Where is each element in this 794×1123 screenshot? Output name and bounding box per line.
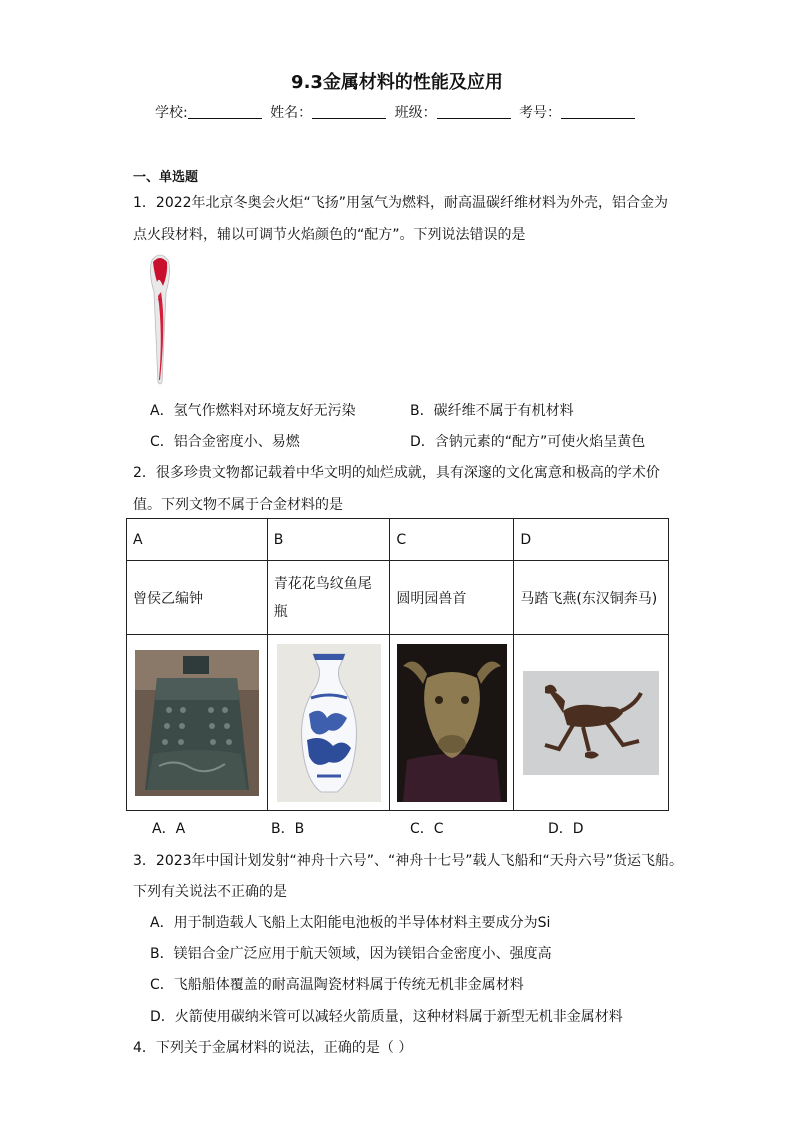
q1-line-2: 点火段材料，辅以可调节火焰颜色的“配方”。下列说法错误的是 [133, 227, 526, 243]
q3-option-a[interactable]: A．用于制造载人飞船上太阳能电池板的半导体材料主要成分为Si [150, 915, 551, 931]
table-letter-c: C [390, 519, 514, 561]
torch-image [146, 252, 174, 386]
q1-option-a[interactable]: A．氢气作燃料对环境友好无污染 [150, 403, 356, 419]
table-letter-d: D [514, 519, 669, 561]
bronze-bell-image [135, 650, 259, 796]
q3-option-b[interactable]: B．镁铝合金广泛应用于航天领域，因为镁铝合金密度小、强度高 [150, 946, 552, 962]
table-letter-b: B [267, 519, 390, 561]
page-title: 9.3金属材料的性能及应用 [291, 72, 503, 93]
name-blank[interactable] [312, 104, 386, 119]
q2-line-2: 值。下列文物不属于合金材料的是 [133, 497, 343, 513]
class-blank[interactable] [437, 104, 511, 119]
q1-option-b[interactable]: B．碳纤维不属于有机材料 [410, 403, 574, 419]
table-image-a [127, 635, 268, 811]
exam-number-label: 考号： [519, 105, 562, 121]
section-heading: 一、单选题 [133, 170, 199, 185]
student-info-line [0, 102, 794, 122]
school-blank[interactable] [188, 104, 262, 119]
q1-line-1: 1．2022年北京冬奥会火炬“飞扬”用氢气为燃料，耐高温碳纤维材料为外壳，铝合金为 [133, 195, 669, 211]
q3-line-2: 下列有关说法不正确的是 [133, 884, 287, 900]
q1-option-c[interactable]: C．铝合金密度小、易燃 [150, 434, 300, 450]
table-name-b: 青花花鸟纹鱼尾瓶 [267, 561, 390, 635]
q2-line-1: 2．很多珍贵文物都记载着中华文明的灿烂成就，具有深邃的文化寓意和极高的学术价 [133, 465, 660, 481]
porcelain-vase-image [277, 644, 381, 802]
q1-option-d[interactable]: D．含钠元素的“配方”可使火焰呈黄色 [410, 434, 646, 450]
table-name-d: 马踏飞燕(东汉铜奔马) [514, 561, 669, 635]
q2-option-b[interactable]: B．B [271, 821, 305, 837]
q2-option-c[interactable]: C．C [410, 821, 444, 837]
school-label: 学校: [154, 105, 188, 121]
artifact-table [126, 518, 669, 811]
table-name-a: 曾侯乙编钟 [127, 561, 268, 635]
svg-text:✦: ✦ [157, 297, 163, 304]
q4-line-1: 4．下列关于金属材料的说法，正确的是（ ） [133, 1040, 413, 1056]
bronze-animal-head-image [397, 644, 507, 802]
q2-option-a[interactable]: A．A [152, 821, 186, 837]
bronze-galloping-horse-image [523, 671, 659, 775]
q3-option-c[interactable]: C．飞船船体覆盖的耐高温陶瓷材料属于传统无机非金属材料 [150, 977, 524, 993]
q2-option-d[interactable]: D．D [548, 821, 584, 837]
q3-line-1: 3．2023年中国计划发射“神舟十六号”、“神舟十七号”载人飞船和“天舟六号”货运飞船。 [133, 853, 684, 869]
exam-number-blank[interactable] [561, 104, 635, 119]
q3-option-d[interactable]: D．火箭使用碳纳米管可以减轻火箭质量，这种材料属于新型无机非金属材料 [150, 1009, 623, 1025]
name-label: 姓名： [270, 105, 313, 121]
table-name-c: 圆明园兽首 [390, 561, 514, 635]
table-image-b [267, 635, 390, 811]
table-letter-a: A [127, 519, 268, 561]
table-image-c [390, 635, 514, 811]
table-image-d [514, 635, 669, 811]
class-label: 班级： [394, 105, 437, 121]
